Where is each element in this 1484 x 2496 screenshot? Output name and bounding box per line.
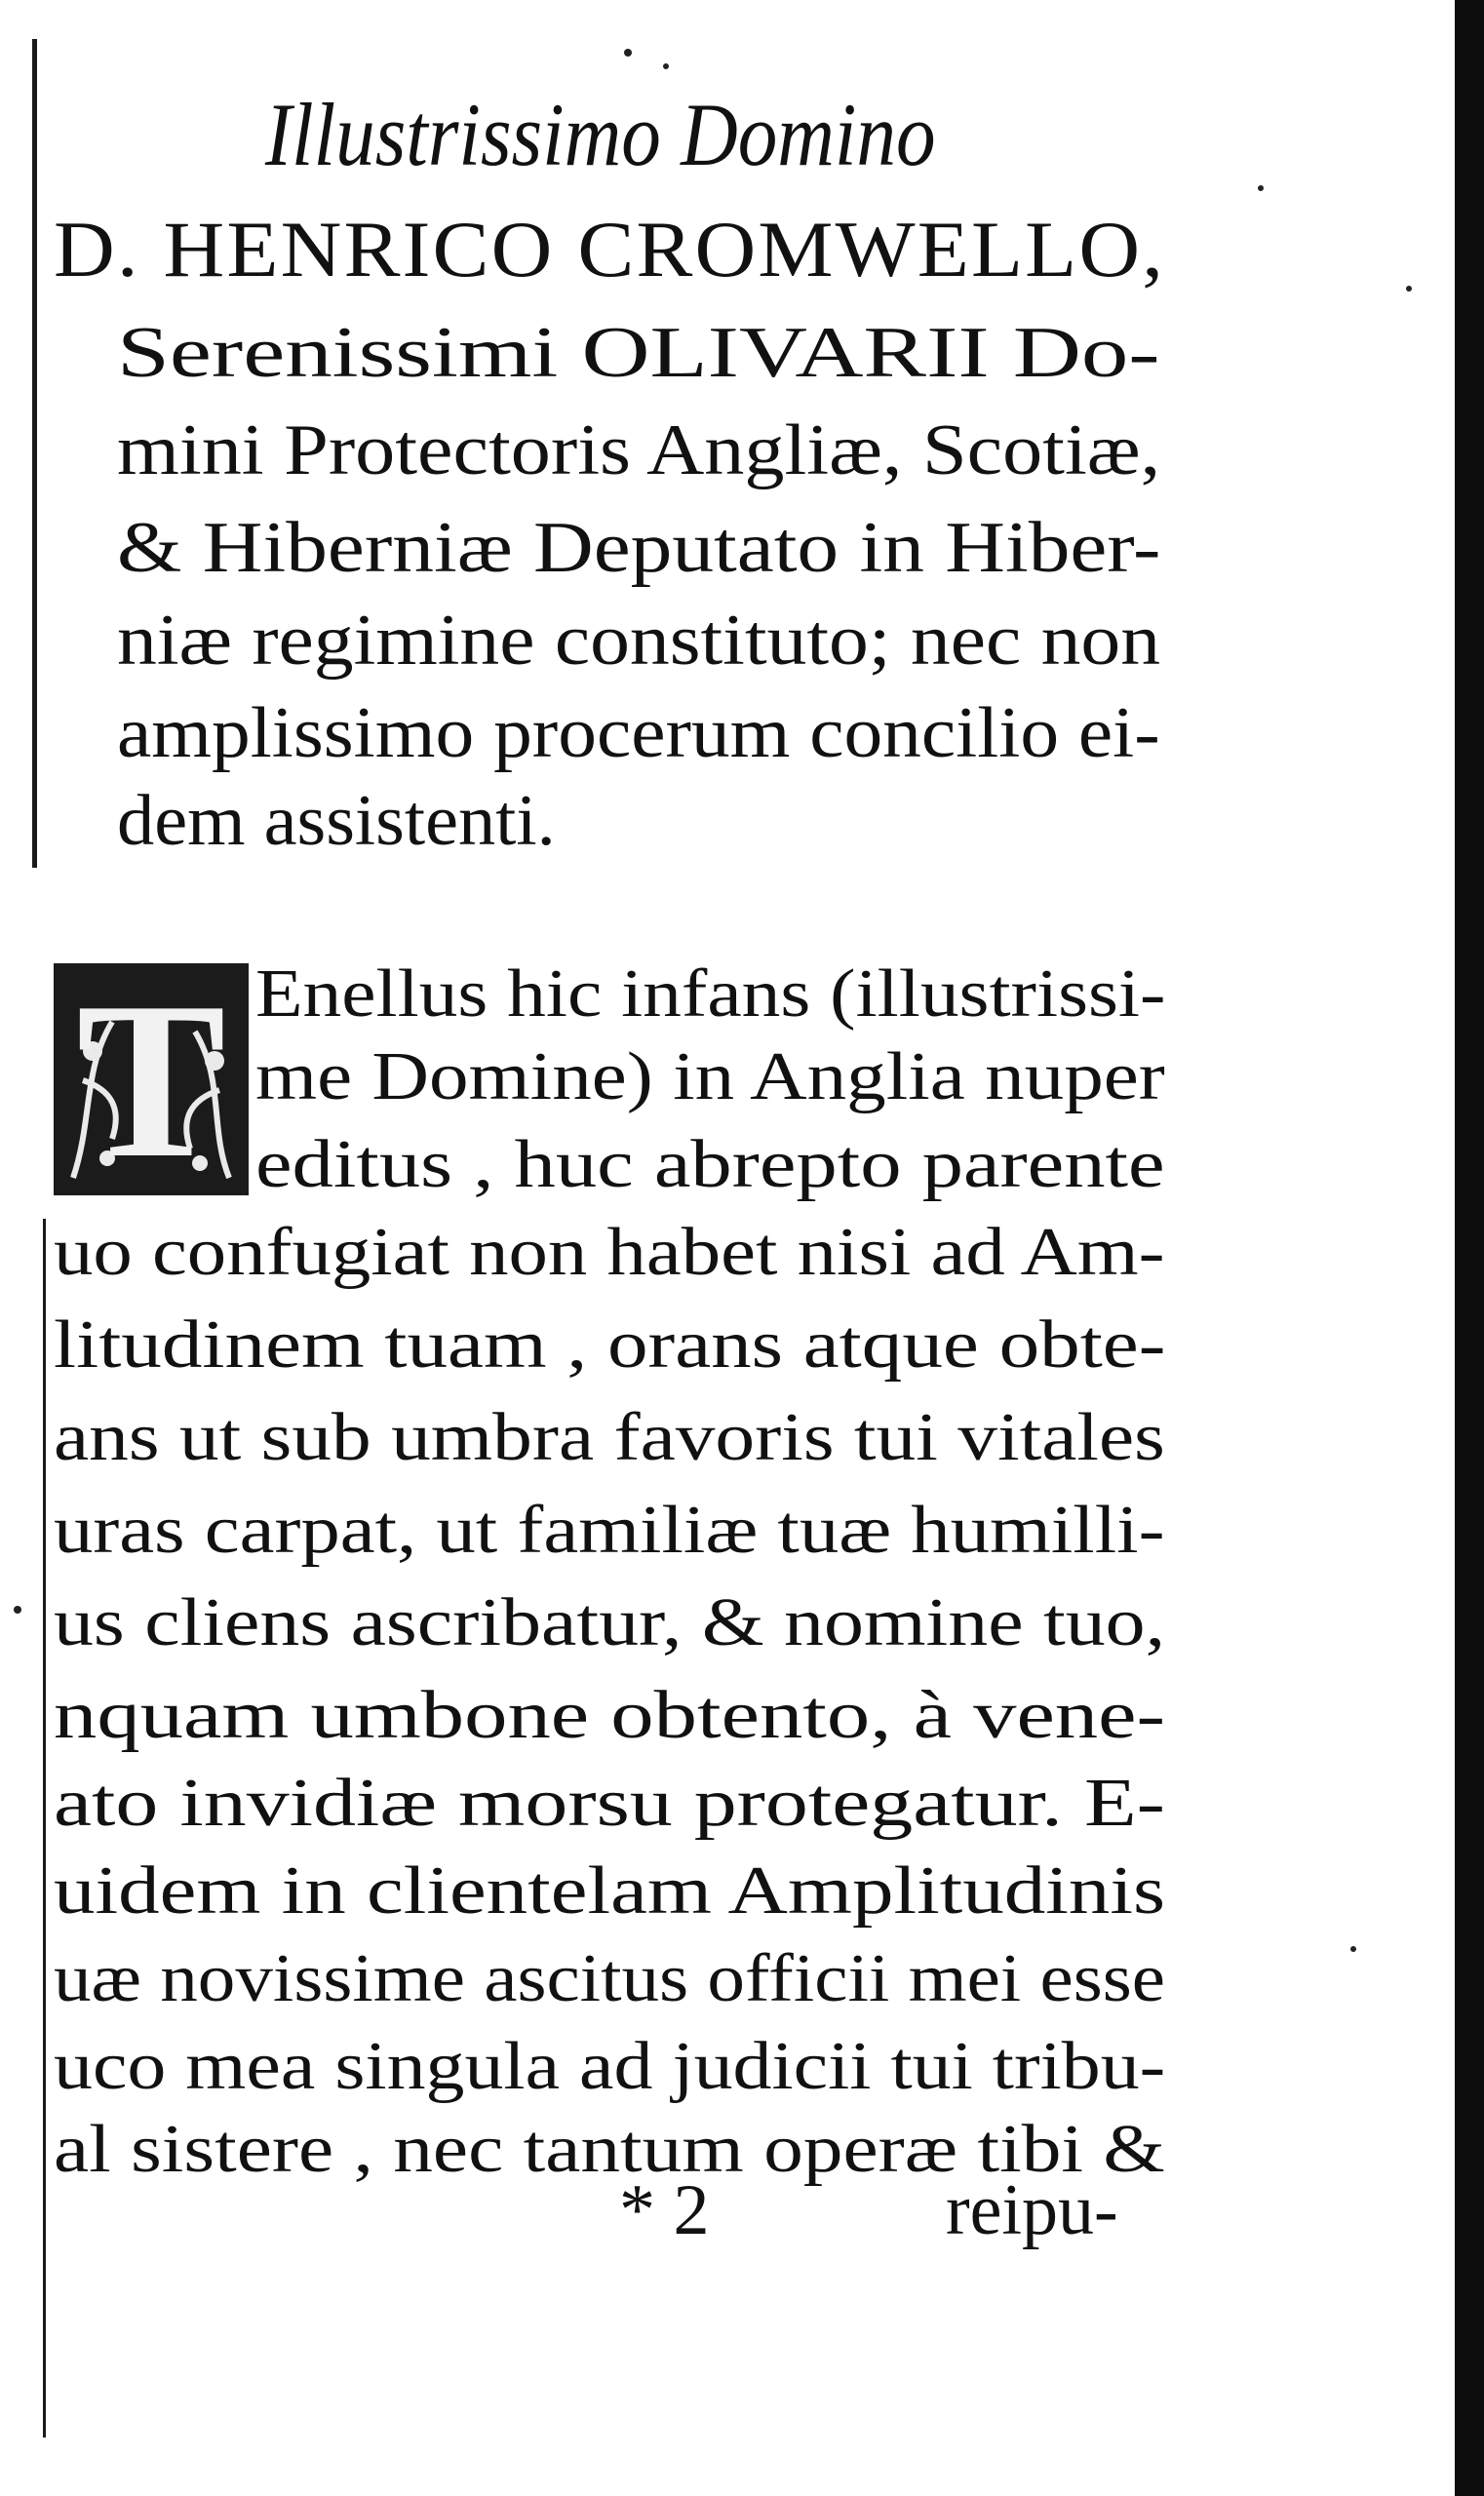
text-line: uo confugiat non habet nisi ad Am- bbox=[54, 1215, 1165, 1290]
text-line: uæ novissime ascitus officii mei esse bbox=[54, 1941, 1165, 2016]
left-margin-rule bbox=[32, 39, 37, 868]
text-line: al sistere , nec tantum operæ tibi & bbox=[54, 2112, 1165, 2187]
text-line: uras carpat, ut familiæ tuæ humilli- bbox=[54, 1493, 1165, 1568]
ink-speck bbox=[1406, 286, 1412, 292]
dedication-line: amplissimo procerum concilio ei- bbox=[117, 693, 1160, 773]
decorated-initial bbox=[54, 963, 249, 1195]
ink-speck bbox=[14, 1606, 21, 1614]
dedication-line: niæ regimine constituto; nec non bbox=[117, 601, 1161, 681]
catchword: reipu- bbox=[946, 2170, 1118, 2250]
text-line: editus , huc abrepto parente bbox=[255, 1127, 1165, 1202]
text-line: us cliens ascribatur, & nomine tuo, bbox=[54, 1585, 1166, 1660]
dedication-line: & Hiberniæ Deputato in Hiber- bbox=[117, 508, 1161, 588]
ink-speck bbox=[624, 49, 632, 57]
text-line: nquam umbone obtento, à vene- bbox=[54, 1678, 1166, 1753]
text-line: Enellus hic infans (illustrissi- bbox=[255, 956, 1166, 1032]
text-line: uidem in clientelam Amplitudinis bbox=[54, 1853, 1166, 1929]
right-page-edge bbox=[1455, 0, 1484, 2496]
text-line: uco mea singula ad judicii tui tribu- bbox=[54, 2029, 1166, 2104]
dedication-line: Serenissimi OLIVARII Do- bbox=[117, 313, 1160, 393]
text-line: me Domine) in Anglia nuper bbox=[255, 1039, 1165, 1114]
ink-speck bbox=[1258, 185, 1264, 191]
initial-letter: T bbox=[76, 963, 226, 1195]
dedication-line: D. HENRICO CROMWELLO, bbox=[54, 205, 1166, 293]
left-margin-rule-lower bbox=[43, 1219, 46, 2438]
text-line: ato invidiæ morsu protegatur. E- bbox=[54, 1766, 1165, 1841]
dedication-line: dem assistenti. bbox=[117, 781, 556, 861]
text-line: ans ut sub umbra favoris tui vitales bbox=[54, 1400, 1165, 1475]
dedication-line: mini Protectoris Angliæ, Scotiæ, bbox=[117, 410, 1161, 490]
ink-speck bbox=[1350, 1946, 1356, 1952]
ink-speck bbox=[663, 63, 669, 69]
dedication-heading: Illustrissimo Domino bbox=[265, 85, 936, 184]
signature-mark: * 2 bbox=[619, 2170, 710, 2250]
text-line: litudinem tuam , orans atque obte- bbox=[54, 1307, 1166, 1383]
